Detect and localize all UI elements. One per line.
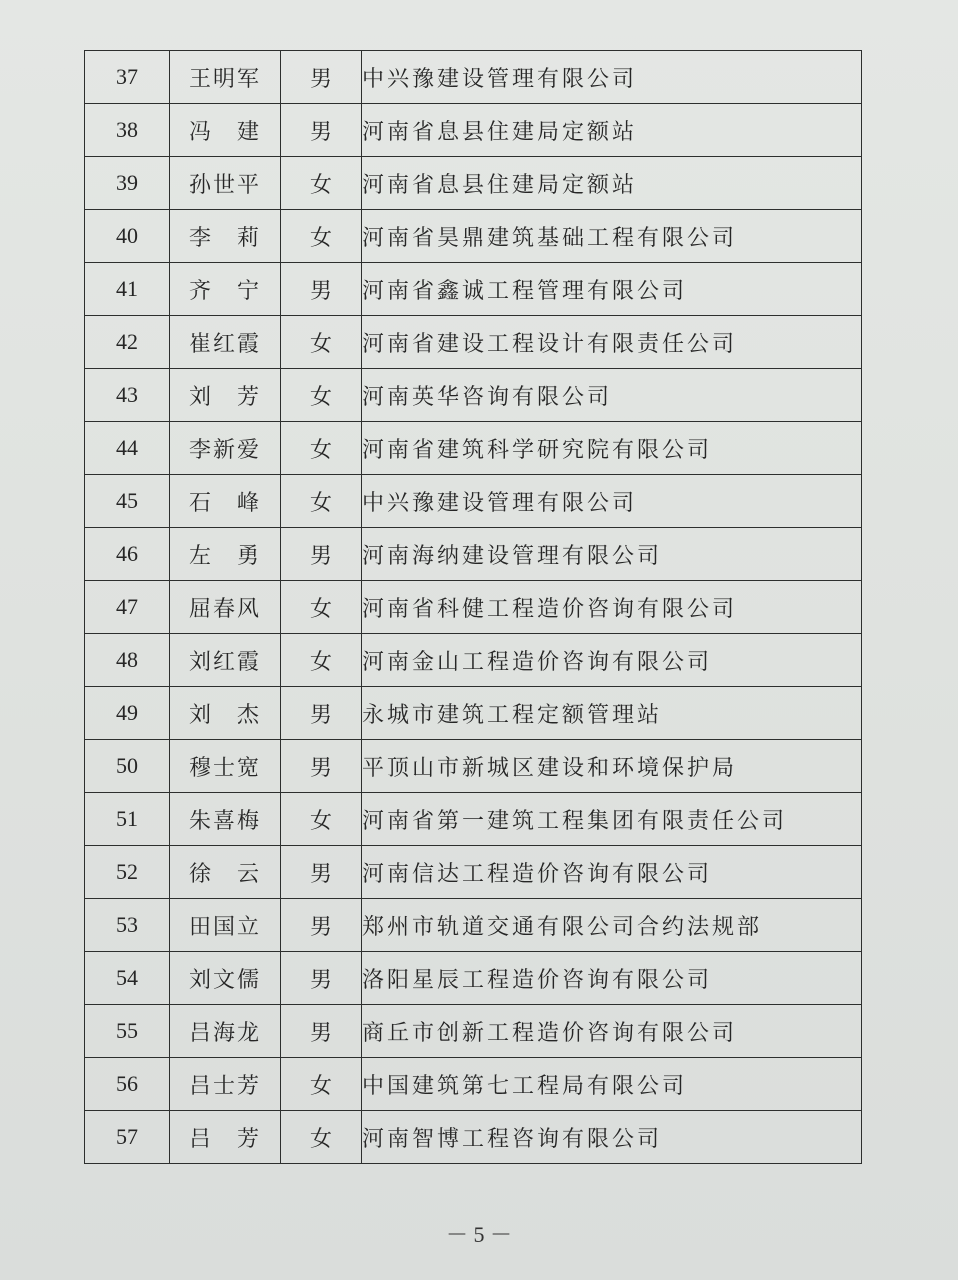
gender: 男 [281, 740, 362, 793]
page-number: － 5 － [445, 1222, 512, 1247]
table-row [85, 1005, 862, 1058]
row-number: 52 [85, 846, 170, 899]
gender: 女 [281, 422, 362, 475]
row-number: 46 [85, 528, 170, 581]
person-name: 吕 芳 [170, 1111, 281, 1164]
table-row [85, 581, 862, 634]
person-name: 穆士宽 [170, 740, 281, 793]
row-number: 42 [85, 316, 170, 369]
gender: 女 [281, 369, 362, 422]
gender: 女 [281, 157, 362, 210]
gender: 男 [281, 687, 362, 740]
person-name: 朱喜梅 [170, 793, 281, 846]
person-name: 刘 芳 [170, 369, 281, 422]
row-number: 45 [85, 475, 170, 528]
row-number: 48 [85, 634, 170, 687]
organization: 河南省建设工程设计有限责任公司 [362, 316, 862, 369]
row-number: 47 [85, 581, 170, 634]
table-row [85, 634, 862, 687]
row-number: 40 [85, 210, 170, 263]
row-number: 54 [85, 952, 170, 1005]
person-name: 李新爱 [170, 422, 281, 475]
person-name: 吕士芳 [170, 1058, 281, 1111]
row-number: 38 [85, 104, 170, 157]
row-number: 37 [85, 51, 170, 104]
organization: 永城市建筑工程定额管理站 [362, 687, 862, 740]
gender: 男 [281, 104, 362, 157]
person-name: 李 莉 [170, 210, 281, 263]
row-number: 44 [85, 422, 170, 475]
organization: 河南信达工程造价咨询有限公司 [362, 846, 862, 899]
person-name: 刘文儒 [170, 952, 281, 1005]
organization: 商丘市创新工程造价咨询有限公司 [362, 1005, 862, 1058]
organization: 河南英华咨询有限公司 [362, 369, 862, 422]
organization: 河南省昊鼎建筑基础工程有限公司 [362, 210, 862, 263]
person-name: 徐 云 [170, 846, 281, 899]
table-row [85, 316, 862, 369]
person-name: 齐 宁 [170, 263, 281, 316]
organization: 河南智博工程咨询有限公司 [362, 1111, 862, 1164]
organization: 河南金山工程造价咨询有限公司 [362, 634, 862, 687]
gender: 女 [281, 793, 362, 846]
gender: 女 [281, 1058, 362, 1111]
table-row [85, 369, 862, 422]
person-name: 石 峰 [170, 475, 281, 528]
table-row [85, 422, 862, 475]
table-row [85, 104, 862, 157]
roster-body [85, 51, 862, 1164]
table-row [85, 899, 862, 952]
gender: 男 [281, 263, 362, 316]
row-number: 51 [85, 793, 170, 846]
person-name: 田国立 [170, 899, 281, 952]
organization: 河南省息县住建局定额站 [362, 104, 862, 157]
row-number: 41 [85, 263, 170, 316]
organization: 郑州市轨道交通有限公司合约法规部 [362, 899, 862, 952]
organization: 中国建筑第七工程局有限公司 [362, 1058, 862, 1111]
table-row [85, 528, 862, 581]
gender: 男 [281, 528, 362, 581]
gender: 男 [281, 846, 362, 899]
row-number: 53 [85, 899, 170, 952]
gender: 女 [281, 634, 362, 687]
gender: 女 [281, 316, 362, 369]
person-name: 屈春风 [170, 581, 281, 634]
gender: 男 [281, 51, 362, 104]
organization: 洛阳星辰工程造价咨询有限公司 [362, 952, 862, 1005]
gender: 女 [281, 210, 362, 263]
gender: 女 [281, 1111, 362, 1164]
table-row [85, 740, 862, 793]
person-name: 冯 建 [170, 104, 281, 157]
organization: 平顶山市新城区建设和环境保护局 [362, 740, 862, 793]
table-row [85, 475, 862, 528]
organization: 河南省科健工程造价咨询有限公司 [362, 581, 862, 634]
table-row [85, 157, 862, 210]
table-row [85, 952, 862, 1005]
gender: 女 [281, 475, 362, 528]
table-row [85, 1058, 862, 1111]
table-row [85, 210, 862, 263]
gender: 男 [281, 1005, 362, 1058]
table-row [85, 263, 862, 316]
person-name: 左 勇 [170, 528, 281, 581]
organization: 中兴豫建设管理有限公司 [362, 475, 862, 528]
row-number: 57 [85, 1111, 170, 1164]
organization: 河南省第一建筑工程集团有限责任公司 [362, 793, 862, 846]
row-number: 49 [85, 687, 170, 740]
table-row [85, 793, 862, 846]
organization: 中兴豫建设管理有限公司 [362, 51, 862, 104]
row-number: 50 [85, 740, 170, 793]
table-row [85, 846, 862, 899]
person-name: 孙世平 [170, 157, 281, 210]
row-number: 56 [85, 1058, 170, 1111]
roster-table [84, 50, 862, 1164]
organization: 河南省建筑科学研究院有限公司 [362, 422, 862, 475]
person-name: 王明军 [170, 51, 281, 104]
row-number: 55 [85, 1005, 170, 1058]
row-number: 39 [85, 157, 170, 210]
organization: 河南省鑫诚工程管理有限公司 [362, 263, 862, 316]
table-row [85, 1111, 862, 1164]
person-name: 崔红霞 [170, 316, 281, 369]
person-name: 刘 杰 [170, 687, 281, 740]
table-row [85, 51, 862, 104]
organization: 河南省息县住建局定额站 [362, 157, 862, 210]
person-name: 吕海龙 [170, 1005, 281, 1058]
gender: 男 [281, 952, 362, 1005]
table-row [85, 687, 862, 740]
organization: 河南海纳建设管理有限公司 [362, 528, 862, 581]
gender: 女 [281, 581, 362, 634]
person-name: 刘红霞 [170, 634, 281, 687]
gender: 男 [281, 899, 362, 952]
row-number: 43 [85, 369, 170, 422]
